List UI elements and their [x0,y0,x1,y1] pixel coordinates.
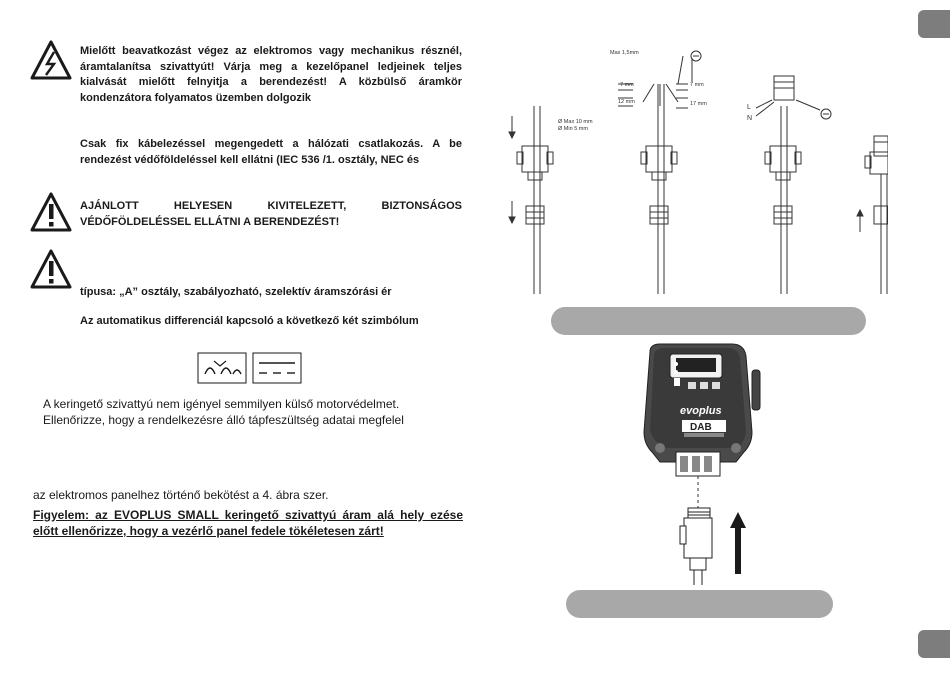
dc-symbol-icon [252,352,302,384]
page-tab-top [918,10,950,38]
evoplus-brand-label: evoplus [680,405,722,417]
ac-pulse-symbol-icon [197,352,247,384]
figure-caption-bar [551,307,866,335]
figure-caption-bar [566,590,833,618]
dab-logo-label: DAB [690,422,712,433]
cable-max-diameter-label: Ø Max 10 mm [558,119,593,125]
panel-connection-text: az elektromos panelhez történő bekötést a 4. ábra szer. [33,488,329,502]
warning-icon [30,192,72,232]
strip-7mm-label-right: 7 mm [690,82,704,88]
differential-switch-text: Az automatikus differenciál kapcsoló a következő két szimbólum [80,315,419,327]
motor-protection-text: A keringető szivattyú nem igényel semmilyen külső motorvédelmet. [43,397,400,411]
neutral-wire-label: N [747,115,753,122]
grounding-warning-text: AJÁNLOTT HELYESEN KIVITELEZETT, BIZTONSÁGOS VÉDŐFÖLDELÉSSEL ELLÁTNI A BERENDEZÉST! [80,200,462,228]
rcd-type-text: típusa: „A” osztály, szabályozható, szelektív áramszórási ér [80,286,392,298]
line-wire-label: L [747,104,751,111]
warning-icon [30,249,72,289]
max-strip-label: Max 1,5mm [610,50,639,56]
page-tab-bottom [918,630,950,658]
cable-min-diameter-label: Ø Min 5 mm [558,126,588,132]
pump-connection-figure [620,340,780,585]
strip-7mm-label: 7 mm [620,82,634,88]
strip-17mm-label: 17 mm [690,101,707,107]
electric-hazard-icon [30,40,72,80]
voltage-check-text: Ellenőrizze, hogy a rendelkezésre álló tápfeszültség adatai megfelel [43,413,404,427]
cable-preparation-figure [508,46,888,304]
strip-12mm-label: 12 mm [618,99,635,105]
fixed-cabling-text: Csak fix kábelezéssel megengedett a hálózati csatlakozás. A be rendezést védőföldeléssel kell ellátni (IEC 536 /1. osztály, NEC és [80,138,462,166]
attention-notice-text: Figyelem: az EVOPLUS SMALL keringető szivattyú áram alá hely ezése előtt ellenőrizze, hogy a vezérlő panel fedele tökéletesen zárt! [33,508,463,538]
warning-disconnect-text: Mielőtt beavatkozást végez az elektromos vagy mechanikus résznél, áramtalanítsa szivattyút! Várja meg a kezelőpanel ledjeinek teljes kialvását mielőtt felnyitja a berendezést! A közbülső áramkör kondenzátora folyamatos üzemben dolgozik [80,45,462,104]
